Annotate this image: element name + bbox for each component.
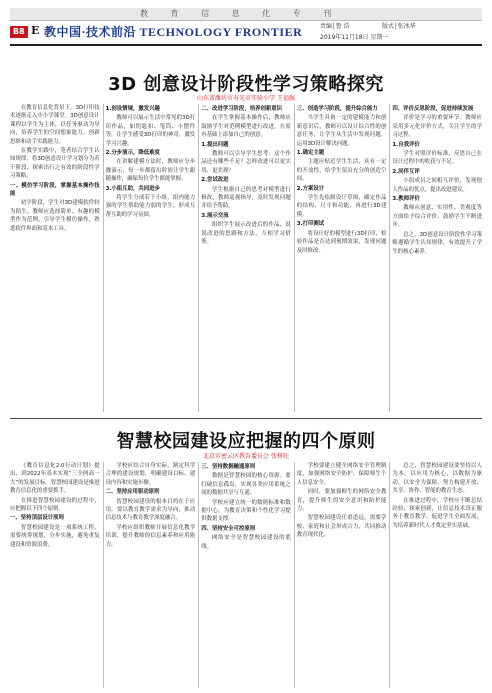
section-title: 教中国·技术前沿 TECHNOLOGY FRONTIER	[44, 25, 303, 39]
article1-byline: 山东省潍坊市寿光市实验小学 王福强	[197, 95, 295, 102]
paragraph: 智慧校园建设是一项系统工程，需要统筹规划，分步实施，避免重复建设和资源浪费。	[10, 524, 100, 548]
article1-column	[10, 104, 100, 412]
section-heading: 3.展示交流	[201, 212, 229, 219]
designer-credit: 版式│张冰华	[382, 23, 416, 30]
masthead	[10, 22, 482, 46]
paragraph: 智慧校园建设任重道远，需要学校、家庭和社会形成合力，共同推动教育现代化。	[296, 515, 387, 539]
issue-date: 2019年11月18日 星期一	[320, 34, 389, 41]
paragraph: 学生对照评价标准，反思自己在设计过程中的收获与不足。	[392, 151, 482, 166]
article2-column	[392, 462, 482, 688]
paragraph: 网络安全是智慧校园建设的底线。	[201, 535, 291, 550]
section-heading: 一、坚持顶层设计原则	[10, 515, 64, 522]
column-rule	[198, 462, 199, 688]
editor-credit: 责编│鲁 浩	[320, 23, 350, 30]
section-heading: 三、创造学习阶段，提升综合能力	[296, 106, 378, 112]
article1-column	[392, 104, 482, 412]
paragraph: 学校应建立统一的数据标准和数据中心，为教育决策和个性化学习提供数据支撑。	[201, 499, 291, 523]
article1-title: 3D 创意设计阶段性学习策略探究	[108, 74, 384, 95]
section-heading: 二、坚持应用驱动原则	[105, 489, 160, 496]
section-heading: 2.方案设计	[296, 185, 325, 192]
paragraph: 将学生分成若干小组，组内能力强的学生帮助能力弱的学生，形成互帮互助的学习氛围。	[105, 195, 196, 218]
article-divider	[10, 418, 482, 419]
paragraph: 初学阶段，学生对3D建模软件较为陌生，教师应选择简单、有趣的模型作为范例，引导学生模仿操作，熟悉软件界面和基本工具。	[10, 200, 100, 232]
column-rule	[389, 462, 390, 688]
section-heading: 1.提出问题	[201, 141, 229, 148]
section-heading: 一、模仿学习阶段，掌握基本操作技能	[10, 182, 100, 198]
paragraph: 教师可以引导学生思考：这个作品还有哪些不足？怎样改进可以更实用、更美观？	[201, 151, 291, 174]
article2-column	[297, 462, 387, 688]
article2-column	[106, 462, 196, 688]
column-rule	[389, 104, 390, 412]
section-heading: 3.打印测试	[296, 221, 325, 228]
paragraph: 在推进智慧校园建设的过程中，应把握以下四个原则。	[10, 497, 100, 513]
column-rule	[103, 462, 104, 688]
section-heading: 四、评价反思阶段，促进持续发展	[392, 106, 474, 112]
paragraph: 在教育信息化背景下，3D打印技术逐渐走入中小学课堂。3D创意设计课程以学生为主体，以任务驱动为导向，培养学生的空间想象能力、创新思维和动手实践能力。	[10, 105, 100, 145]
article1-column	[297, 104, 387, 412]
paragraph: 在推进过程中，学校应不断总结经验，探索创新，让信息技术真正服务于教育教学，促进学生全面发展，为培养新时代人才奠定坚实基础。	[392, 497, 482, 529]
section-heading: 1.确定主题	[296, 150, 325, 157]
paragraph: 总之，智慧校园建设要坚持以人为本，以应用为核心，以数据为驱动，以安全为保障，努力构建开放、共享、协作、智能的教育生态。	[392, 463, 482, 495]
paragraph: 在学生掌握基本操作后，教师应鼓励学生对范例模型进行改进，在原有基础上添加自己的创意。	[201, 115, 291, 139]
column-rule	[198, 104, 199, 412]
top-strip	[10, 8, 482, 21]
paragraph: 在教学实践中，笔者结合学生认知规律，将3D创意设计学习划分为若干阶段，探索出行之有效的阶段性学习策略。	[10, 148, 100, 180]
article2-byline: 北京市密云区教育委员会 张树旺	[203, 453, 289, 460]
article2-column	[201, 462, 291, 688]
paragraph: 数据是智慧校园的核心资源。要打破信息孤岛，实现各类应用系统之间的数据共享与互通。	[201, 473, 291, 497]
section-heading: 三、坚持数据融通原则	[201, 464, 256, 470]
section-heading: 3.教师评价	[392, 196, 420, 203]
page-number: B8	[10, 26, 28, 38]
section-heading: 1.自我评价	[392, 141, 420, 148]
paragraph: 《教育信息化2.0行动计划》提出，到2022年基本实现“三全两高一大”的发展目标。智慧校园建设是推进教育信息化的重要抓手。	[10, 463, 100, 495]
paragraph: 教师可以展示生活中常见的3D打印作品，如钥匙扣、笔筒、小摆件等，让学生感受3D打印的神奇，激发学习兴趣。	[105, 115, 196, 147]
top-strip-text: 教 育 信 息 化 专 刊	[140, 9, 342, 18]
article2-title: 智慧校园建设应把握的四个原则	[116, 431, 376, 452]
page-letter: E	[31, 24, 40, 37]
paragraph: 当学生具备一定的建模能力和创新意识后，教师可以设计综合性的创意任务，让学生从生活中发现问题，运用3D设计解决问题。	[296, 115, 387, 147]
paragraph: 学校要建立健全网络安全管理制度，加强网络安全防护，保障师生个人信息安全。	[296, 463, 387, 486]
paragraph: 在讲解建模方法时，教师应分步骤演示，每一步都留出时间让学生跟随操作，确保每位学生都能掌握。	[105, 159, 196, 183]
paragraph: 学校应组织教师开展信息化教学培训，提升教师的信息素养和应用能力。	[105, 524, 196, 548]
section-heading: 2.尝试改进	[201, 177, 229, 184]
column-rule	[294, 462, 295, 688]
article1-column	[201, 104, 291, 412]
paragraph: 将设计好的模型进行3D打印，检验作品是否达到预期效果，发现问题及时修改。	[296, 230, 387, 254]
section-heading: 2.分步演示，降低难度	[105, 150, 160, 157]
paragraph: 总之，3D创意设计阶段性学习策略遵循学生认知规律，有效提升了学生的核心素养。	[392, 231, 482, 255]
paragraph: 教师从创意、实用性、美观度等方面给予综合评价，鼓励学生不断进步。	[392, 205, 482, 229]
paragraph: 智慧校园建设的根本目的在于应用。要以教育教学需求为导向，推动信息技术与教育教学深度融合。	[105, 498, 196, 522]
column-rule	[103, 104, 104, 412]
section-heading: 四、坚持安全可控原则	[201, 525, 256, 532]
paragraph: 同时，要加强师生的网络安全教育，提升师生的安全意识和防护能力。	[296, 489, 387, 513]
article1-column	[106, 104, 196, 412]
section-heading: 1.创设情境，激发兴趣	[105, 106, 160, 112]
paragraph: 学生根据自己的思考对模型进行修改，教师巡视指导，及时发现问题并给予帮助。	[201, 186, 291, 210]
article2-column	[10, 462, 100, 688]
paragraph: 主题应贴近学生生活，具有一定的开放性，给学生留出充分的创造空间。	[296, 159, 387, 183]
section-heading: 二、改进学习阶段，培养创新意识	[201, 106, 283, 112]
paragraph: 学生先绘制设计草图，确定作品的结构、尺寸和功能，再进行3D建模。	[296, 195, 387, 218]
section-heading: 3.小组互助，共同进步	[105, 185, 160, 192]
section-heading: 2.同伴互评	[392, 168, 420, 175]
paragraph: 组织学生展示改进后的作品，说说改进的思路和方法，互相学习借鉴。	[201, 222, 291, 246]
paragraph: 学校应结合自身实际，制定科学合理的建设规划，明确建设目标、建设内容和实施步骤。	[105, 463, 196, 486]
column-rule	[294, 104, 295, 412]
paragraph: 评价是学习的重要环节。教师应采用多元化评价方式，关注学生的学习过程。	[392, 115, 482, 139]
paragraph: 小组成员之间相互评价，发现他人作品的优点，提出改进建议。	[392, 178, 482, 193]
